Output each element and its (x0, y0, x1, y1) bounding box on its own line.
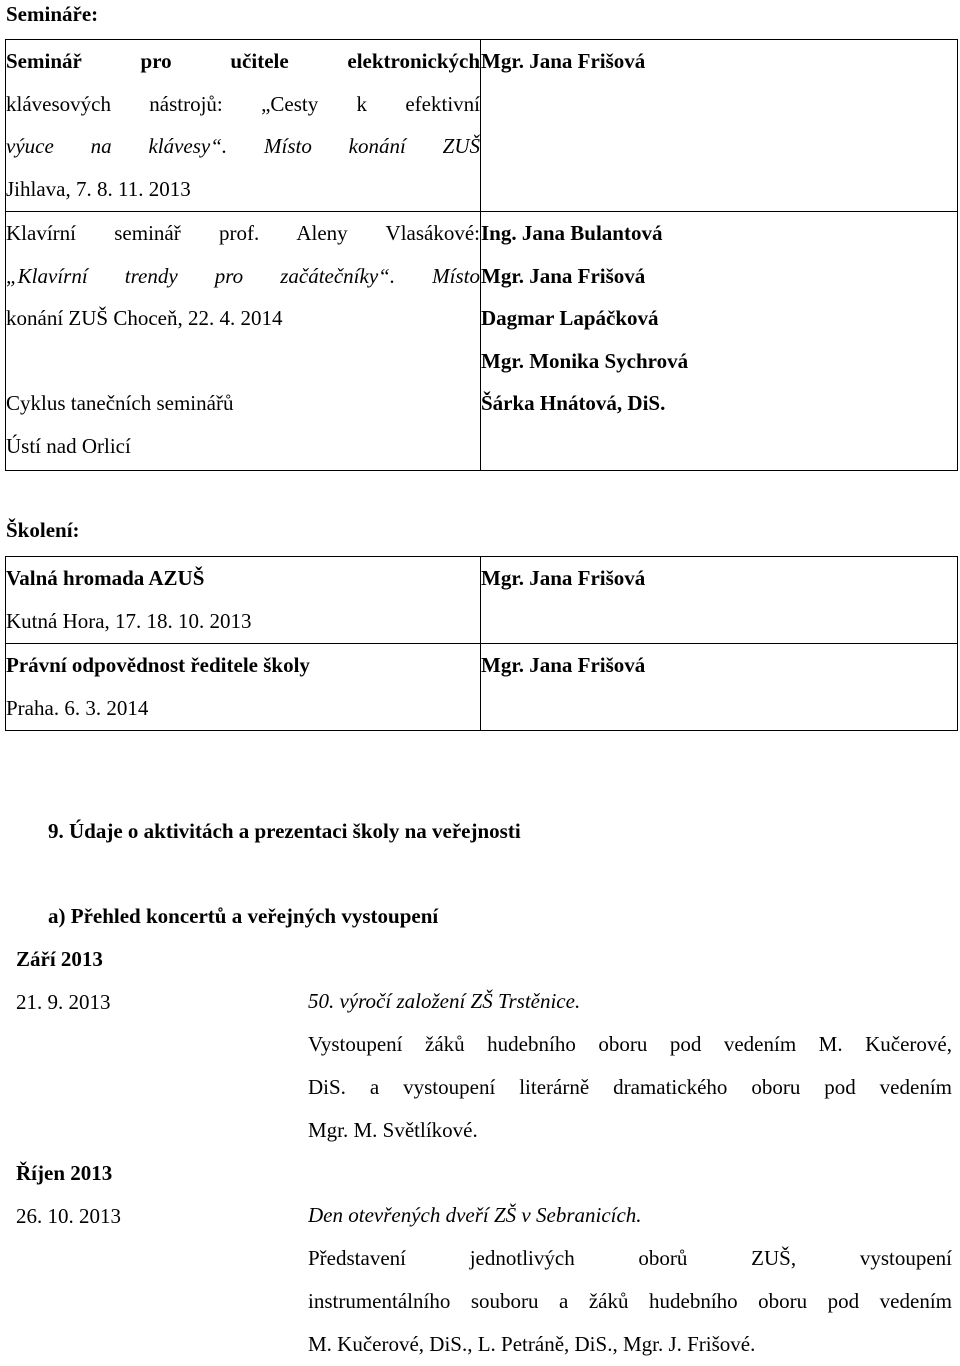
seminar-line: Jihlava, 7. 8. 11. 2013 (6, 176, 191, 201)
seminar-line: Cyklus tanečních seminářů (6, 391, 234, 415)
seminars-table (5, 39, 958, 471)
person-name: Dagmar Lapáčková (481, 306, 659, 330)
seminar-line: „Klavírní trendy pro začátečníky“. Místo (6, 263, 480, 288)
training-person-cell (481, 644, 958, 731)
month-heading: Říjen 2013 (16, 1161, 113, 1185)
trainings-table (5, 556, 958, 731)
table-row (6, 212, 958, 471)
training-person-cell (481, 557, 958, 644)
table-row (6, 557, 958, 644)
table-row (6, 40, 958, 212)
section-subtitle: a) Přehled koncertů a veřejných vystoupení (48, 904, 439, 928)
seminar-description (6, 40, 481, 212)
seminar-line: Klavírní seminář prof. Aleny Vlasákové: (6, 221, 480, 245)
person-name: Šárka Hnátová, DiS. (481, 391, 666, 415)
event-date: 26. 10. 2013 (16, 1204, 121, 1228)
seminar-description (6, 212, 481, 471)
event-line: Mgr. M. Světlíkové. (308, 1118, 478, 1142)
seminar-line (6, 83, 480, 126)
training-description (6, 644, 481, 731)
seminar-persons (481, 40, 958, 212)
event-date: 21. 9. 2013 (16, 990, 111, 1014)
event-line: DiS. a vystoupení literárně dramatického oboru pod vedením (308, 1075, 952, 1099)
seminars-heading: Semináře: (6, 2, 99, 26)
training-title: Právní odpovědnost ředitele školy (6, 653, 310, 677)
event-line: M. Kučerové, DiS., L. Petráně, DiS., Mgr. J. Frišové. (308, 1332, 756, 1356)
person-name: Ing. Jana Bulantová (481, 221, 663, 245)
person-name: Mgr. Jana Frišová (481, 653, 646, 677)
seminar-line: výuce na klávesy“. Místo konání ZUŠ (6, 134, 480, 158)
person-name: Mgr. Jana Frišová (481, 263, 646, 288)
section-title: 9. Údaje o aktivitách a prezentaci školy na veřejnosti (48, 819, 521, 843)
person-name: Mgr. Jana Frišová (481, 49, 646, 73)
event-title: Den otevřených dveří ZŠ v Sebranicích. (308, 1203, 642, 1227)
event-description (308, 980, 952, 1152)
training-place: Praha. 6. 3. 2014 (6, 695, 149, 720)
person-name: Mgr. Monika Sychrová (481, 348, 689, 373)
seminar-line-text: klávesových nástrojů: „Cesty k efektivní (6, 91, 480, 116)
event-description (308, 1194, 952, 1366)
seminar-persons (481, 212, 958, 471)
event-line: instrumentálního souboru a žáků hudebního oboru pod vedením (308, 1289, 952, 1313)
person-name: Mgr. Jana Frišová (481, 566, 646, 590)
event-title: 50. výročí založení ZŠ Trstěnice. (308, 989, 581, 1013)
seminar-line-blank (6, 340, 480, 383)
month-heading: Září 2013 (16, 947, 103, 971)
event-line: Představení jednotlivých oborů ZUŠ, vystoupení (308, 1246, 952, 1270)
table-row (6, 644, 958, 731)
seminar-line: Ústí nad Orlicí (6, 433, 131, 458)
training-title: Valná hromada AZUŠ (6, 566, 205, 590)
seminar-line: Seminář pro učitele elektronických (6, 49, 480, 73)
seminar-line: konání ZUŠ Choceň, 22. 4. 2014 (6, 306, 283, 330)
training-place: Kutná Hora, 17. 18. 10. 2013 (6, 608, 252, 633)
trainings-heading: Školení: (6, 518, 80, 542)
training-description (6, 557, 481, 644)
event-line: Vystoupení žáků hudebního oboru pod vedením M. Kučerové, (308, 1032, 952, 1056)
